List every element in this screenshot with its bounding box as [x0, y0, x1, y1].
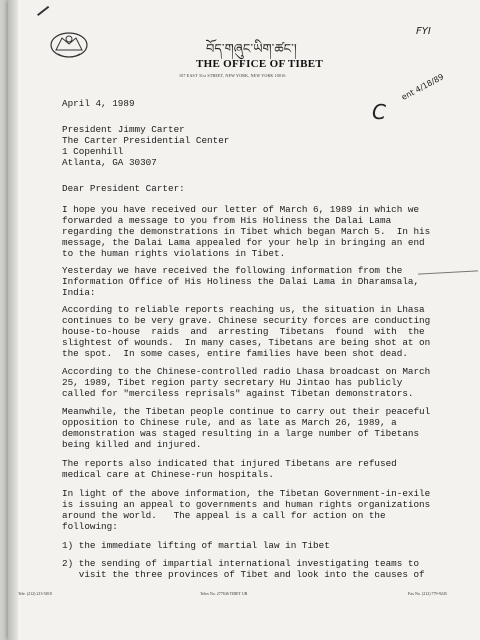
paragraph-line: medical care at Chinese-run hospitals. — [62, 469, 275, 480]
paragraph-line: to the human rights violations in Tibet. — [62, 248, 286, 259]
paragraph-line: Yesterday we have received the following information from the — [62, 265, 403, 276]
paragraph-line: called for "merciless reprisals" against Tibetan demonstrators. — [62, 388, 414, 399]
paragraph-line: around the world. The appeal is a call for action on the — [62, 510, 386, 521]
handwritten-fyi: FYI — [416, 26, 431, 37]
paragraph-line: being killed and injured. — [62, 439, 202, 450]
page-edge — [8, 0, 18, 640]
footer-telex: Telex No. 277636 TIBET UR — [200, 591, 248, 596]
list-item-line: visit the three provinces of Tibet and look into the causes of — [62, 569, 425, 580]
paragraph-line: following: — [62, 521, 118, 532]
pen-stroke — [418, 270, 478, 274]
paragraph-line: continues to be very grave. Chinese security forces are conducting — [62, 315, 431, 326]
paragraph-line: is issuing an appeal to governments and human rights organizations — [62, 499, 431, 510]
handwritten-initial: C — [372, 100, 386, 124]
paragraph-line: According to reliable reports reaching us, the situation in Lhasa — [62, 304, 425, 315]
footer-fax: Fax No. (212) 779-9245 — [408, 591, 447, 596]
tibet-seal-icon — [48, 30, 90, 60]
paragraph-line: I hope you have received our letter of March 6, 1989 in which we — [62, 204, 420, 215]
paragraph-line: 25, 1989, Tibet region party secretary Hu Jintao has publicly — [62, 377, 403, 388]
list-item-line: 2) the sending of impartial international investigating teams to — [62, 558, 420, 569]
salutation: Dear President Carter: — [62, 183, 185, 194]
paragraph-line: the spot. In some cases, entire families have been shot dead. — [62, 348, 408, 359]
paragraph-line: forwarded a message to you from His Holiness the Dalai Lama — [62, 215, 392, 226]
tibetan-title: བོད་གཞུང་ཡིག་ཚང་། — [206, 42, 297, 57]
paragraph-line: Information Office of His Holiness the Dalai Lama in Dharamsala, — [62, 276, 420, 287]
paragraph-line: The reports also indicated that injured Tibetans are refused — [62, 458, 397, 469]
paragraph-line: opposition to Chinese rule, and as late as March 26, 1989, a — [62, 417, 397, 428]
paragraph-line: According to the Chinese-controlled radio Lhasa broadcast on March — [62, 366, 431, 377]
letter-page — [8, 0, 480, 640]
recipient-line: 1 Copenhill — [62, 146, 124, 157]
footer-tele: Tele. (212) 213-5010 — [18, 591, 52, 596]
paragraph-line: In light of the above information, the Tibetan Government-in-exile — [62, 488, 431, 499]
letter-date: April 4, 1989 — [62, 98, 135, 109]
office-name: THE OFFICE OF TIBET — [196, 58, 324, 70]
paragraph-line: slightest of wounds. In many cases, Tibetans are being shot at on — [62, 337, 431, 348]
paragraph-line: regarding the demonstrations in Tibet which began March 5. In his — [62, 226, 431, 237]
office-address: 107 EAST 31st STREET, NEW YORK, NEW YORK 10016 — [179, 73, 286, 78]
paragraph-line: message, the Dalai Lama appealed for your help in bringing an end — [62, 237, 425, 248]
recipient-line: The Carter Presidential Center — [62, 135, 230, 146]
paragraph-line: Meanwhile, the Tibetan people continue to carry out their peaceful — [62, 406, 431, 417]
paragraph-line: India: — [62, 287, 96, 298]
recipient-line: Atlanta, GA 30307 — [62, 157, 157, 168]
recipient-line: President Jimmy Carter — [62, 124, 185, 135]
paragraph-line: house-to-house raids and arresting Tibetans found with the — [62, 326, 425, 337]
handwritten-date-note: ent 4/18/89 — [400, 72, 446, 102]
list-item-line: 1) the immediate lifting of martial law in Tibet — [62, 540, 330, 551]
pen-tick-mark — [37, 6, 49, 16]
paragraph-line: demonstration was staged resulting in a large number of Tibetans — [62, 428, 420, 439]
